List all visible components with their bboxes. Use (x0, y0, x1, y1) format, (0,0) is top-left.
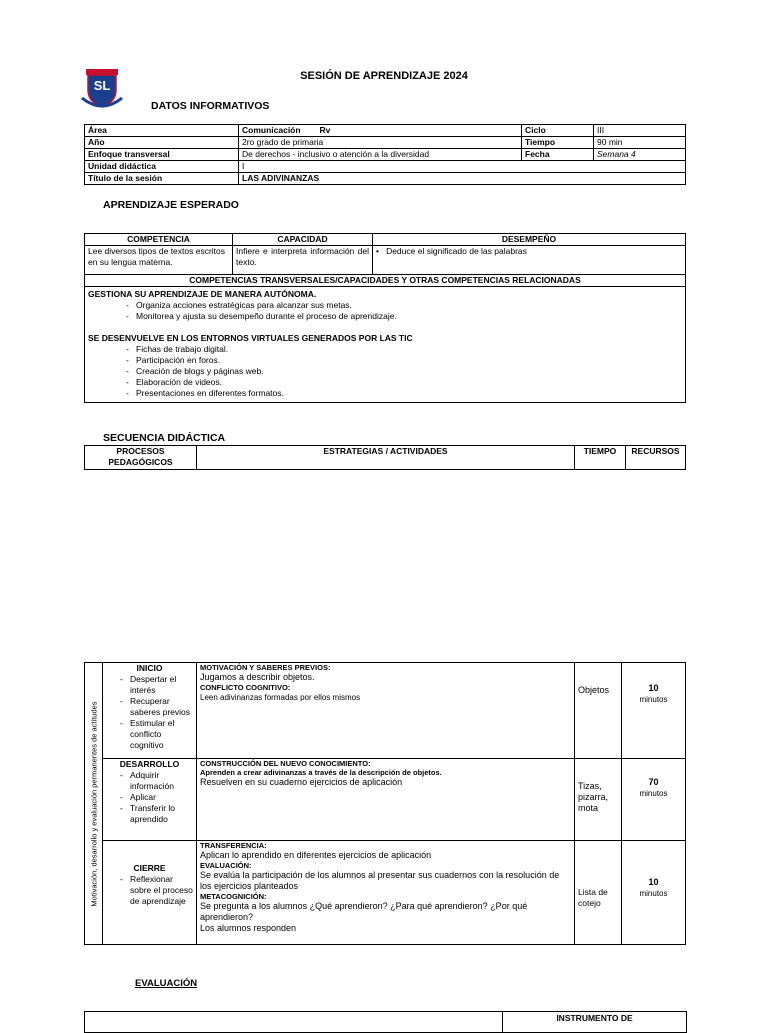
cierre-tiempo-unit: minutos (639, 889, 668, 898)
cierre-t4: Los alumnos responden (200, 923, 297, 933)
inicio-h2: CONFLICTO COGNITIVO: (200, 683, 291, 692)
transversales-cell (85, 287, 686, 403)
ciclo-label: Ciclo (522, 125, 594, 137)
datos-table (84, 124, 686, 185)
list-item: - Estimular el conflicto cognitivo (130, 718, 193, 751)
list-item: - Participación en foros. (136, 355, 682, 366)
side-label: Motivación, desarrollo y evaluación permanentes de actitudes (89, 700, 98, 907)
sesion-table (84, 662, 686, 945)
table-row (85, 137, 686, 149)
cierre-t1: Aplican lo aprendido en diferentes ejercicios de aplicación (200, 850, 432, 860)
table-row (85, 173, 686, 185)
desarrollo-h1: CONSTRUCCIÓN DEL NUEVO CONOCIMIENTO: (200, 759, 371, 768)
cierre-tiempo-num: 10 (648, 877, 659, 887)
table-row (85, 841, 686, 945)
cierre-tiempo (622, 841, 686, 945)
page-title: SESIÓN DE APRENDIZAJE 2024 (300, 70, 468, 82)
desempeno-cell (373, 246, 686, 275)
inicio-list (106, 674, 193, 751)
list-item: - Transferir lo aprendido (130, 803, 193, 825)
evaluacion-title: EVALUACIÓN (135, 978, 198, 989)
table-row (85, 161, 686, 173)
desarrollo-h2: Aprenden a crear adivinanzas a través de la descripción de objetos. (200, 768, 442, 777)
table-row (85, 149, 686, 161)
table-header-row (85, 275, 686, 287)
desarrollo-cell (103, 759, 197, 841)
list-item: - Fichas de trabajo digital. (136, 344, 682, 355)
unidad-value: I (239, 161, 686, 173)
bullet-icon: • (376, 246, 387, 256)
list-item: - Organiza acciones estratégicas para alcanzar sus metas. (136, 300, 682, 311)
enfoque-label: Enfoque transversal (85, 149, 239, 161)
col-capacidad: CAPACIDAD (233, 234, 373, 246)
titulo-value: LAS ADIVINANZAS (239, 173, 686, 185)
table-row (85, 759, 686, 841)
cierre-title: CIERRE (133, 863, 166, 873)
inicio-t1: Jugamos a describir objetos. (200, 672, 315, 682)
aprendizaje-title: APRENDIZAJE ESPERADO (103, 199, 239, 211)
secuencia-title: SECUENCIA DIDÁCTICA (103, 432, 226, 444)
side-label-cell (85, 663, 103, 945)
list-item: - Despertar el interés (130, 674, 193, 696)
table-row (85, 663, 686, 759)
table-row (85, 287, 686, 403)
table-header-row (85, 446, 686, 470)
list-item: - Creación de blogs y páginas web. (136, 366, 682, 377)
inicio-cell (103, 663, 197, 759)
list-item: - Adquirir información (130, 770, 193, 792)
col-tiempo: TIEMPO (575, 446, 626, 470)
col-instrumento: INSTRUMENTO DE (556, 1013, 633, 1023)
transversales-title: COMPETENCIAS TRANSVERSALES/CAPACIDADES Y OTRAS COMPETENCIAS RELACIONADAS (85, 275, 686, 287)
table-header-row (85, 234, 686, 246)
cierre-h3: METACOGNICIÓN: (200, 892, 267, 901)
desarrollo-recurso: Tizas, pizarra, mota (575, 759, 622, 841)
desarrollo-t1: Resuelven en su cuaderno ejercicios de aplicación (200, 777, 403, 787)
table-row (85, 125, 686, 137)
cierre-h2: EVALUACIÓN: (200, 861, 252, 870)
inicio-tiempo-num: 10 (648, 683, 659, 693)
area-label: Área (85, 125, 239, 137)
list-item: - Aplicar (130, 792, 193, 803)
inicio-tiempo (622, 663, 686, 759)
tiempo-value: 90 min (594, 137, 686, 149)
desarrollo-tiempo (622, 759, 686, 841)
anio-label: Año (85, 137, 239, 149)
evaluacion-table (84, 1011, 687, 1033)
ciclo-value: III (594, 125, 686, 137)
desarrollo-tiempo-num: 70 (648, 777, 659, 787)
inicio-t2: Leen adivinanzas formadas por ellos mismos (200, 693, 361, 702)
list-item: - Recuperar saberes previos (130, 696, 193, 718)
inicio-recurso: Objetos (575, 663, 622, 759)
anio-value: 2ro grado de primaria (239, 137, 522, 149)
tic-title: SE DESENVUELVE EN LOS ENTORNOS VIRTUALES GENERADOS POR LAS TIC (88, 333, 413, 343)
desarrollo-list (106, 770, 193, 825)
cierre-recurso: Lista de cotejo (575, 841, 622, 945)
aprendizaje-table (84, 233, 686, 403)
gestiona-list (88, 300, 682, 322)
inicio-title: INICIO (136, 663, 163, 673)
list-item: - Monitorea y ajusta su desempeño durante el proceso de aprendizaje. (136, 311, 682, 322)
cierre-actividades (197, 841, 575, 945)
desempeno-text: Deduce el significado de las palabras (386, 246, 527, 256)
inicio-tiempo-unit: minutos (639, 695, 668, 704)
fecha-value: Semana 4 (594, 149, 686, 161)
desarrollo-title: DESARROLLO (119, 759, 180, 769)
desarrollo-actividades (197, 759, 575, 841)
fecha-label: Fecha (522, 149, 594, 161)
table-row (85, 246, 686, 275)
cierre-t3: Se pregunta a los alumnos ¿Qué aprendieron? ¿Para qué aprendieron? ¿Por qué aprendieron? (200, 901, 528, 922)
col-recursos: RECURSOS (626, 446, 686, 470)
competencia-text: Lee diversos tipos de textos escritos en su lengua materna. (85, 246, 233, 275)
cierre-h1: TRANSFERENCIA: (200, 841, 267, 850)
capacidad-text: Infiere e interpreta información del texto. (233, 246, 373, 275)
enfoque-value: De derechos - inclusivo o atención a la diversidad (239, 149, 522, 161)
inicio-h1: MOTIVACIÓN Y SABERES PREVIOS: (200, 663, 331, 672)
col-competencia: COMPETENCIA (85, 234, 233, 246)
list-item: - Reflexionar sobre el proceso de aprendizaje (130, 874, 193, 907)
titulo-label: Título de la sesión (85, 173, 239, 185)
list-item: - Elaboración de videos. (136, 377, 682, 388)
inicio-actividades (197, 663, 575, 759)
tiempo-label: Tiempo (522, 137, 594, 149)
list-item: - Presentaciones en diferentes formatos. (136, 388, 682, 399)
cierre-list (106, 874, 193, 907)
logo-text: SL (93, 78, 111, 93)
unidad-label: Unidad didáctica (85, 161, 239, 173)
col-estrategias: ESTRATEGIAS / ACTIVIDADES (197, 446, 575, 470)
cierre-t2: Se evalúa la participación de los alumnos al presentar sus cuadernos con la resolución de los ejercicios planteados (200, 870, 560, 891)
col-desempeno: DESEMPEÑO (373, 234, 686, 246)
area-value: Comunicación Rv (239, 125, 522, 137)
tic-list (88, 344, 682, 399)
gestiona-title: GESTIONA SU APRENDIZAJE DE MANERA AUTÓNOMA. (88, 289, 317, 299)
desarrollo-tiempo-unit: minutos (639, 789, 668, 798)
secuencia-header-table (84, 445, 686, 470)
datos-title: DATOS INFORMATIVOS (151, 100, 270, 112)
cierre-cell (103, 841, 197, 945)
col-procesos: PROCESOS PEDAGÓGICOS (85, 446, 197, 470)
